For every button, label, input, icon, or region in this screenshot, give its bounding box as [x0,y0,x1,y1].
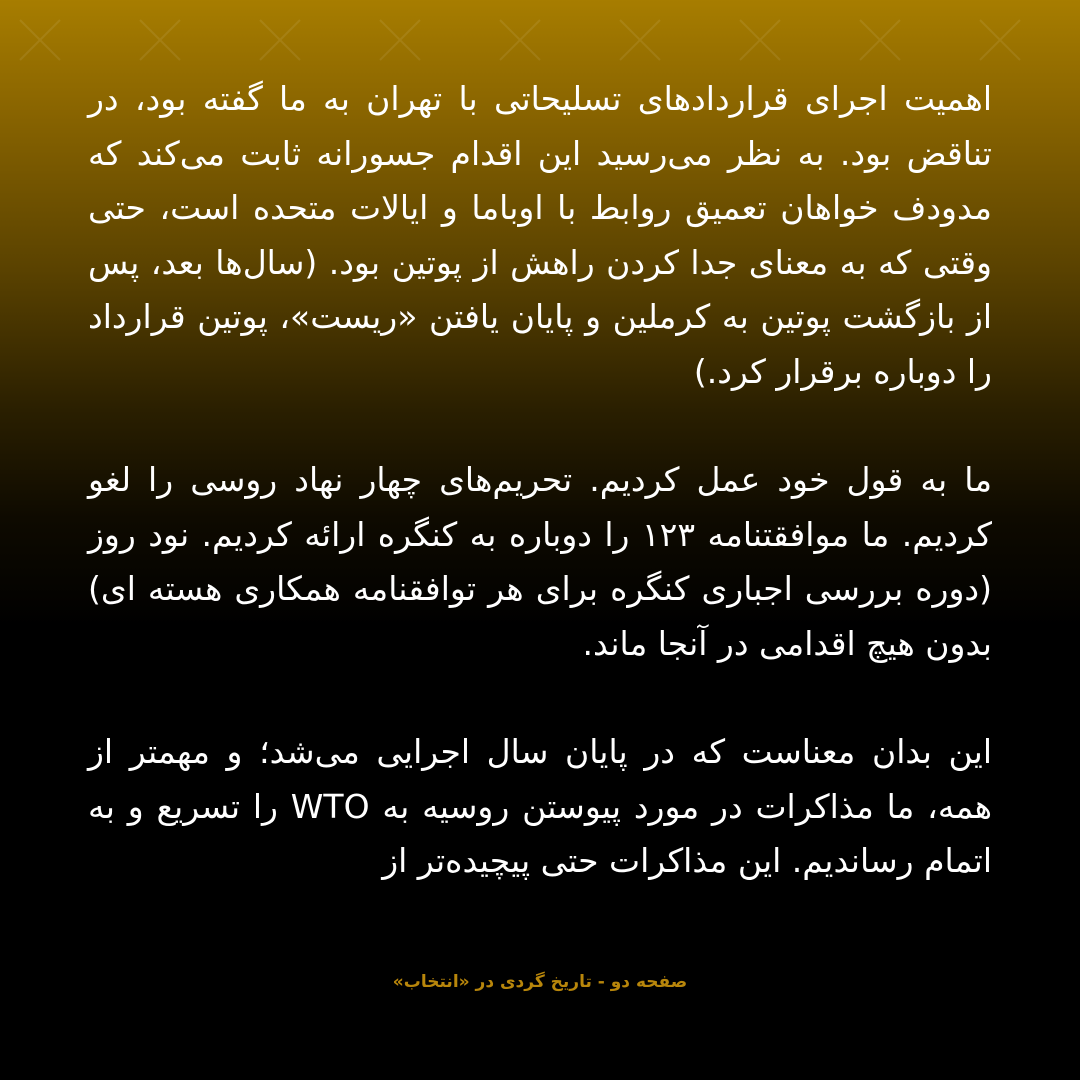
paragraph-3: این بدان معناست که در پایان سال اجرایی می‌شد؛ و مهمتر از همه، ما مذاکرات در مورد پیوستن روسیه به WTO را تسریع و به اتمام رساندیم. این مذاکرات حتی پیچیده‌تر از [88,732,992,880]
paragraph-2: ما به قول خود عمل کردیم. تحریم‌های چهار نهاد روسی را لغو کردیم. ما موافقتنامه ۱۲۳ را دوباره به کنگره ارائه کردیم. نود روز (دوره بررسی اجباری کنگره برای هر توافقنامه همکاری هسته ای) بدون هیچ اقدامی در آنجا ماند. [88,460,992,663]
paragraph-1: اهمیت اجرای قراردادهای تسلیحاتی با تهران به ما گفته بود، در تناقض بود. به نظر می‌رسید این اقدام جسورانه ثابت می‌کند که مدودف خواهان تعمیق روابط با اوباما و ایالات متحده است، حتی وقتی که به معنای جدا کردن راهش از پوتین بود. (سال‌ها بعد، پس از بازگشت پوتین به کرملین و پایان یافتن «ریست»، پوتین قرارداد را دوباره برقرار کرد.) [88,79,992,391]
article-body [88,72,992,889]
page-footer: صفحه دو - تاریخ گردی در «انتخاب» [392,972,688,992]
